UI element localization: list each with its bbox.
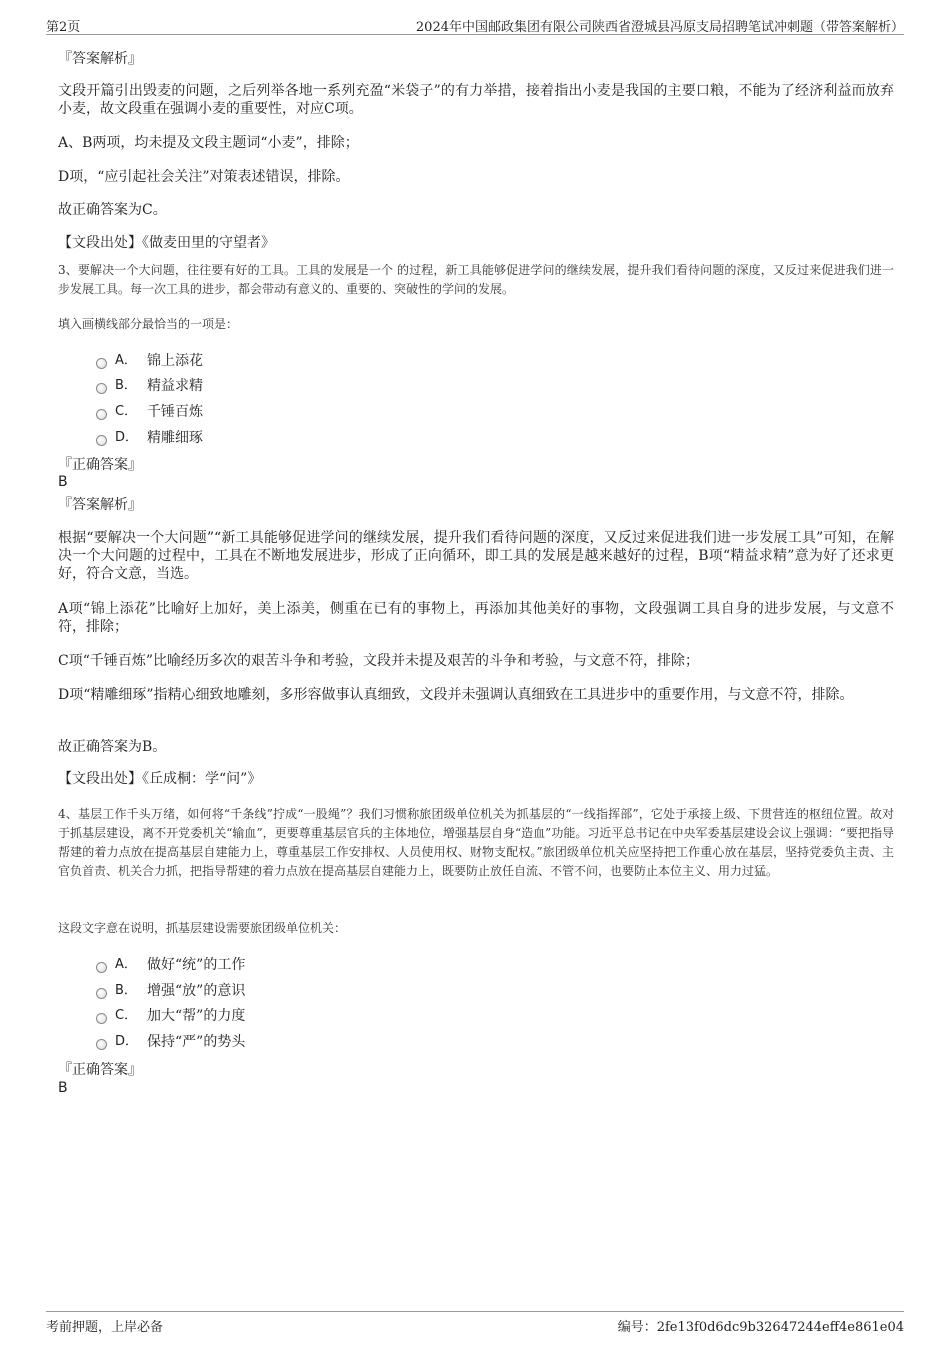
option-letter: A． — [115, 957, 137, 972]
radio-icon[interactable] — [96, 358, 107, 369]
option-letter: D． — [115, 430, 139, 445]
q3-option-c-explanation: C项“千锤百炼”比喻经历多次的艰苦斗争和考验，文段并未提及艰苦的斗争和考验，与文意不符，排除； — [58, 653, 700, 669]
document-title: 2024年中国邮政集团有限公司陕西省澄城县冯原支局招聘笔试冲刺题（带答案解析） — [415, 20, 904, 35]
option-letter: D． — [115, 1034, 139, 1049]
radio-icon[interactable] — [96, 1013, 107, 1024]
q3-option-c[interactable] — [96, 403, 203, 421]
q4-option-b[interactable] — [96, 982, 245, 1000]
option-letter: A． — [115, 353, 137, 368]
radio-icon[interactable] — [96, 962, 107, 973]
radio-icon[interactable] — [96, 988, 107, 999]
option-text: 千锤百炼 — [147, 404, 203, 420]
page-footer — [46, 1311, 904, 1334]
radio-icon[interactable] — [96, 383, 107, 394]
option-text: 加大“帮”的力度 — [147, 1008, 246, 1024]
radio-icon[interactable] — [96, 409, 107, 420]
page-header — [46, 14, 904, 35]
q2-analysis-tag: 『答案解析』 — [58, 51, 142, 67]
document-id: 编号：2fe13f0d6dc9b32647244eff4e861e04 — [617, 1320, 904, 1335]
q4-option-c[interactable] — [96, 1007, 245, 1025]
q3-source: 【文段出处】《丘成桐：学“问”》 — [58, 771, 262, 787]
option-text: 精益求精 — [147, 378, 203, 394]
q4-answer-tag: 『正确答案』 — [58, 1062, 142, 1078]
option-letter: B． — [115, 983, 137, 998]
q3-conclusion: 故正确答案为B。 — [58, 739, 167, 755]
page-number: 第2页 — [46, 20, 81, 35]
q4-prompt: 这段文字意在说明，抓基层建设需要旅团级单位机关： — [58, 921, 347, 935]
q3-option-d-explanation: D项“精雕细琢”指精心细致地雕刻，多形容做事认真细致，文段并未强调认真细致在工具进步中的重要作用，与文意不符，排除。 — [58, 687, 854, 703]
q3-analysis-text: 根据“要解决一个大问题”“新工具能够促进学问的继续发展，提升我们看待问题的深度，又反过来促进我们进一步发展工具”可知，在解决一个大问题的过程中，工具在不断地发展进步，形成了正向循环，即工具的发展是越来越好的过程，B项“精益求精”意为好了还求更好，符合文意，当选。 — [58, 530, 894, 582]
radio-icon[interactable] — [96, 1039, 107, 1050]
q2-analysis-text: 文段开篇引出毁麦的问题，之后列举各地一系列充盈“米袋子”的有力举措，接着指出小麦是我国的主要口粮，不能为了经济利益而放弃小麦，故文段重在强调小麦的重要性，对应C项。 — [58, 83, 894, 117]
q3-prompt: 填入画横线部分最恰当的一项是： — [58, 317, 239, 331]
option-letter: C． — [115, 404, 138, 419]
q3-option-a[interactable] — [96, 352, 203, 370]
q2-conclusion: 故正确答案为C。 — [58, 202, 167, 218]
footer-slogan: 考前押题，上岸必备 — [46, 1320, 164, 1335]
option-text: 锦上添花 — [147, 353, 203, 369]
option-letter: B． — [115, 378, 137, 393]
option-text: 做好“统”的工作 — [147, 957, 246, 973]
q4-option-d[interactable] — [96, 1033, 245, 1051]
q3-option-b[interactable] — [96, 377, 203, 395]
option-text: 精雕细琢 — [147, 430, 203, 446]
q4-stem: 4、基层工作千头万绪，如何将“千条线”拧成“一股绳”？我们习惯称旅团级单位机关为抓基层的“一线指挥部”，它处于承接上级、下贯营连的枢纽位置。故对于抓基层建设，离不开党委机关“输血”，更要尊重基层官兵的主体地位，增强基层自身“造血”功能。习近平总书记在中央军委基层建设会议上强调：“要把指导帮建的着力点放在提高基层自建能力上，尊重基层工作安排权、人员使用权、财物支配权。”旅团级单位机关应坚持把工作重心放在基层，坚持党委负主责、主官负首责、机关合力抓，把指导帮建的着力点放在提高基层自建能力上，既要防止放任自流、不管不问，也要防止本位主义、用力过猛。 — [58, 807, 894, 878]
q3-option-a-explanation: A项“锦上添花”比喻好上加好，美上添美，侧重在已有的事物上，再添加其他美好的事物，文段强调工具自身的进步发展，与文意不符，排除； — [58, 601, 894, 635]
q2-option-ab-explanation: A、B两项，均未提及文段主题词“小麦”，排除； — [58, 135, 359, 151]
q3-option-d[interactable] — [96, 429, 203, 447]
option-text: 增强“放”的意识 — [147, 983, 246, 999]
q3-stem: 3、要解决一个大问题，往往要有好的工具。工具的发展是一个 的过程，新工具能够促进学问的继续发展，提升我们看待问题的深度，又反过来促进我们进一步发展工具。每一次工具的进步，都会带动有意义的、重要的、突破性的学问的发展。 — [58, 263, 894, 296]
q2-option-d-explanation: D项，“应引起社会关注”对策表述错误，排除。 — [58, 169, 350, 185]
option-text: 保持“严”的势头 — [147, 1034, 246, 1050]
q3-answer: B — [58, 474, 68, 490]
q3-analysis-tag: 『答案解析』 — [58, 497, 142, 513]
option-letter: C． — [115, 1008, 138, 1023]
q4-answer: B — [58, 1080, 68, 1096]
radio-icon[interactable] — [96, 435, 107, 446]
q3-answer-tag: 『正确答案』 — [58, 457, 142, 473]
q2-source: 【文段出处】《做麦田里的守望者》 — [58, 235, 275, 251]
q4-option-a[interactable] — [96, 956, 245, 974]
